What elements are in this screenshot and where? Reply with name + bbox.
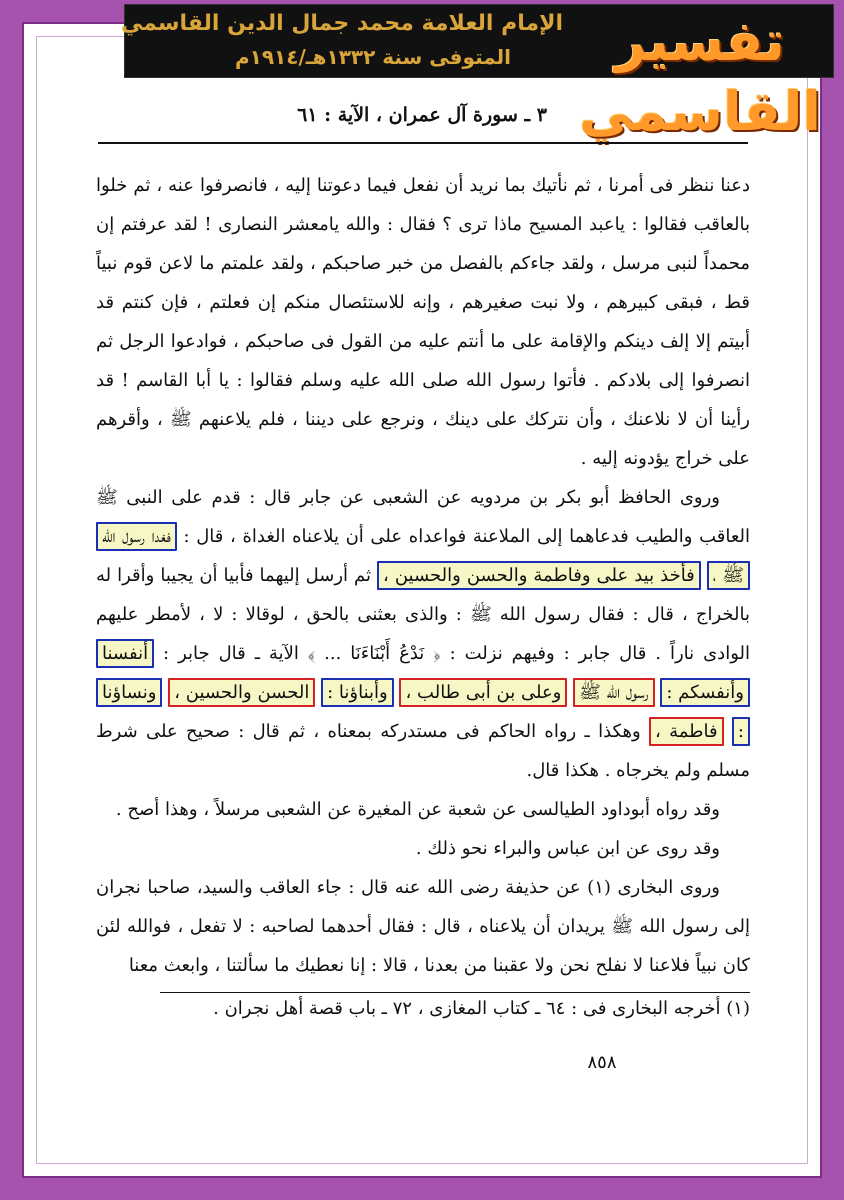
paragraph-1: دعنا ننظر فى أمرنا ، ثم نأتيك بما نريد أن نفعل فيما دعوتنا إليه ، فانصرفوا عنه ، ثم خلوا بالعاقب فقالوا : ياعبد المسيح ماذا ترى ؟ فقال : والله يامعشر النصارى ! لقد عرفتم إن محمداً لنبى مرسل ، ولقد جاءكم بالفصل من خبر صاحبكم ، ولقد علمتم ما لاعن قوم نبياً قط ، فبقى كبيرهم ، ولا نبت صغيرهم ، وإنه للاستئصال منكم إن فعلتم ، فإن كنتم قد أبيتم إلا إلف دينكم والإقامة على ما أنتم عليه من القول فى صاحبكم ، فوادعوا الرجل ثم انصرفوا إلى بلادكم . فأتوا رسول الله صلى الله عليه وسلم فقالوا : يا أبا القاسم ! قد رأينا أن لا نلاعنك ، وأن نتركك على دينك ، ونرجع على ديننا ، فلم يلاعنهم ﷺ ، وأقرهم على خراج يؤدونه إليه . bbox=[96, 175, 750, 469]
paragraph-3: وقد رواه أبوداود الطيالسى عن شعبة عن المغيرة عن الشعبى مرسلاً ، وهذا أصح . bbox=[115, 799, 720, 820]
highlight-our-sons: وأبناؤنا : bbox=[321, 678, 394, 707]
paragraph-4: وقد روى عن ابن عباس والبراء نحو ذلك . bbox=[415, 838, 720, 859]
author-line: الإمام العلامة محمد جمال الدين القاسمي bbox=[120, 11, 563, 36]
paragraph-2-text-c: وهكذا ـ رواه الحاكم فى مستدركه بمعناه ، ثم قال : صحيح على شرط مسلم ولم يخرجاه . هكذا قال. bbox=[96, 721, 750, 781]
running-head: ٣ ـ سورة آل عمران ، الآية : ٦١ bbox=[297, 104, 547, 126]
death-date-line: المتوفى سنة ١٣٣٢هـ/١٩١٤م bbox=[234, 45, 512, 69]
highlight-fatima: فاطمة ، bbox=[649, 717, 724, 746]
footnote: (١) أخرجه البخارى فى : ٦٤ ـ كتاب المغازى ، ٧٢ ـ باب قصة أهل نجران . bbox=[213, 998, 750, 1019]
page-number: ٨٥٨ bbox=[587, 1052, 617, 1073]
highlight-ghada: فغدا رسول الله ﷺ ، bbox=[96, 522, 750, 590]
page-body bbox=[96, 166, 750, 985]
book-logo: تفسير القاسمي bbox=[579, 10, 821, 143]
highlight-hasan-husayn: الحسن والحسين ، bbox=[168, 678, 315, 707]
paragraph-2-text-a: وروى الحافظ أبو بكر بن مردويه عن الشعبى عن جابر قال : قدم على النبى ﷺ العاقب والطيب فدعاهما إلى الملاعنة فواعداه على أن يلاعناه الغداة ، قال : bbox=[96, 487, 750, 547]
paragraph-5: وروى البخارى (١) عن حذيفة رضى الله عنه قال : جاء العاقب والسيد، صاحبا نجران إلى رسول الله ﷺ يريدان أن يلاعناه ، قال : فقال أحدهما لصاحبه : لا تفعل ، فوالله لئن كان نبياً فلاعنا لا نفلح نحن ولا عقبنا من بعدنا ، قالا : إنا نعطيك ما سألتنا ، وابعث معنا bbox=[96, 877, 750, 976]
highlight-messenger: رسول الله ﷺ bbox=[573, 678, 654, 707]
paragraph-2 bbox=[96, 478, 750, 790]
highlight-our-women: ونساؤنا : bbox=[96, 678, 750, 746]
header-rule bbox=[98, 142, 748, 144]
highlight-ali: وعلى بن أبى طالب ، bbox=[399, 678, 567, 707]
highlight-ourselves: أنفسنا وأنفسكم : bbox=[96, 639, 750, 707]
footnote-rule bbox=[160, 992, 750, 993]
paragraph-2-text-b: ثم أرسل إليهما فأبيا أن يجيبا وأقرا له بالخراج ، قال : فقال رسول الله ﷺ : والذى بعثنى بالحق ، لوقالا : لا ، لأمطر عليهم الوادى ناراً . قال جابر : وفيهم نزلت : ﴿ نَدْعُ أَبْنَاءَنَا ... ﴾ الآية ـ قال جابر : bbox=[96, 565, 750, 664]
highlight-took-hand: فأخذ بيد على وفاطمة والحسن والحسين ، bbox=[377, 561, 701, 590]
